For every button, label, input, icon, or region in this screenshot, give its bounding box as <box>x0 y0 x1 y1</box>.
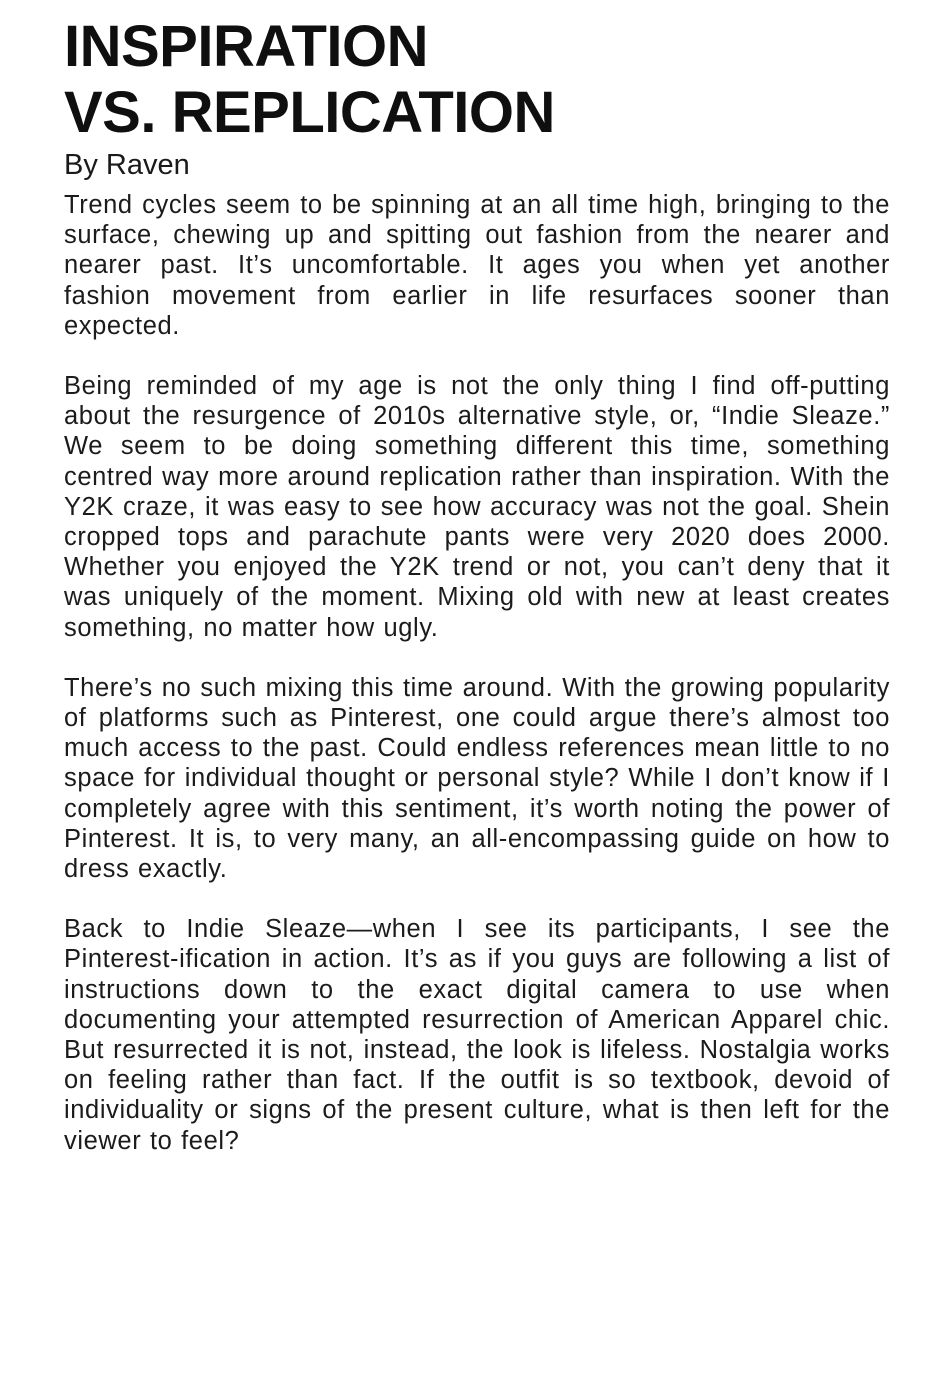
article-title <box>64 14 890 146</box>
article-title-line-2: VS. REPLICATION <box>64 80 555 145</box>
article-byline: By Raven <box>64 149 190 181</box>
paragraph-1: Trend cycles seem to be spinning at an all time high, bringing to the surface, chewing up and spitting out fashion from the nearer and nearer past. It’s uncomfortable. It ages you when yet another fashion movement from earlier in life resurfaces sooner than expected. <box>64 191 890 340</box>
paragraph-2: Being reminded of my age is not the only thing I find off-putting about the resurgence of 2010s alternative style, or, “Indie Sleaze.” We seem to be doing something different this time, something centred way more around replication rather than inspiration. With the Y2K craze, it was easy to see how accuracy was not the goal. Shein cropped tops and parachute pants were very 2020 does 2000. Whether you enjoyed the Y2K trend or not, you can’t deny that it was uniquely of the moment. Mixing old with new at least creates something, no matter how ugly. <box>64 372 890 642</box>
paragraph-3: There’s no such mixing this time around. With the growing popularity of platforms such as Pinterest, one could argue there’s almost too much access to the past. Could endless references mean little to no space for individual thought or personal style? While I don’t know if I completely agree with this sentiment, it’s worth noting the power of Pinterest. It is, to very many, an all-encompassing guide on how to dress exactly. <box>64 673 890 884</box>
article-title-line-1: INSPIRATION <box>64 14 428 79</box>
paragraph-4: Back to Indie Sleaze—when I see its participants, I see the Pinterest-ification in action. It’s as if you guys are following a list of instructions down to the exact digital camera to use when documenting your attempted resurrection of American Apparel chic. But resurrected it is not, instead, the look is lifeless. Nostalgia works on feeling rather than fact. If the outfit is so textbook, devoid of individuality or signs of the present culture, what is then left for the viewer to feel? <box>64 915 890 1155</box>
article-body <box>64 190 890 1156</box>
article <box>64 14 890 1156</box>
